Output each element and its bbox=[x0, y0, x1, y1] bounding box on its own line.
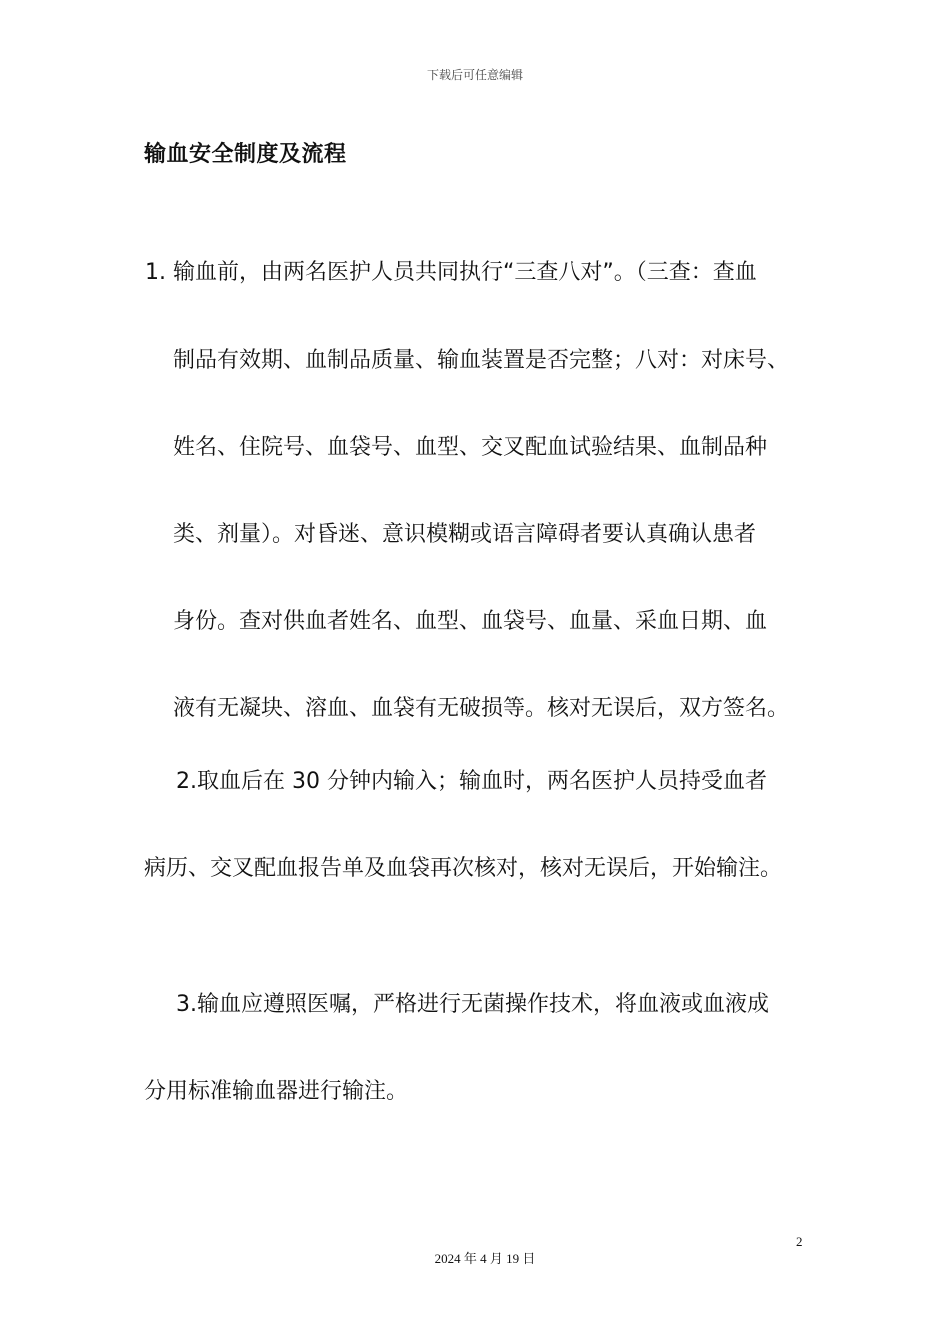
page-footer-date: 2024 年 4 月 19 日 bbox=[434, 1251, 536, 1266]
body-line: 2.取血后在 30 分钟内输入；输血时，两名医护人员持受血者 bbox=[176, 769, 767, 794]
body-line: 类、剂量）。对昏迷、意识模糊或语言障碍者要认真确认患者 bbox=[173, 522, 757, 547]
body-line: 姓名、住院号、血袋号、血型、交叉配血试验结果、血制品种 bbox=[173, 435, 768, 460]
body-line: 分用标准输血器进行输注。 bbox=[144, 1079, 409, 1104]
body-line: 病历、交叉配血报告单及血袋再次核对，核对无误后，开始输注。 bbox=[144, 856, 783, 881]
document-title: 输血安全制度及流程 bbox=[144, 142, 347, 167]
body-line: 制品有效期、血制品质量、输血装置是否完整；八对：对床号、 bbox=[173, 348, 790, 373]
body-line: 身份。查对供血者姓名、血型、血袋号、血量、采血日期、血 bbox=[173, 609, 768, 634]
page-header: 下载后可任意编辑 bbox=[426, 68, 523, 82]
page-number: 2 bbox=[796, 1234, 803, 1249]
body-line: 液有无凝块、溶血、血袋有无破损等。核对无误后，双方签名。 bbox=[173, 696, 790, 721]
body-line: 3.输血应遵照医嘱，严格进行无菌操作技术，将血液或血液成 bbox=[176, 992, 769, 1017]
body-line: 1. 输血前，由两名医护人员共同执行“三查八对”。（三查：查血 bbox=[145, 260, 757, 285]
